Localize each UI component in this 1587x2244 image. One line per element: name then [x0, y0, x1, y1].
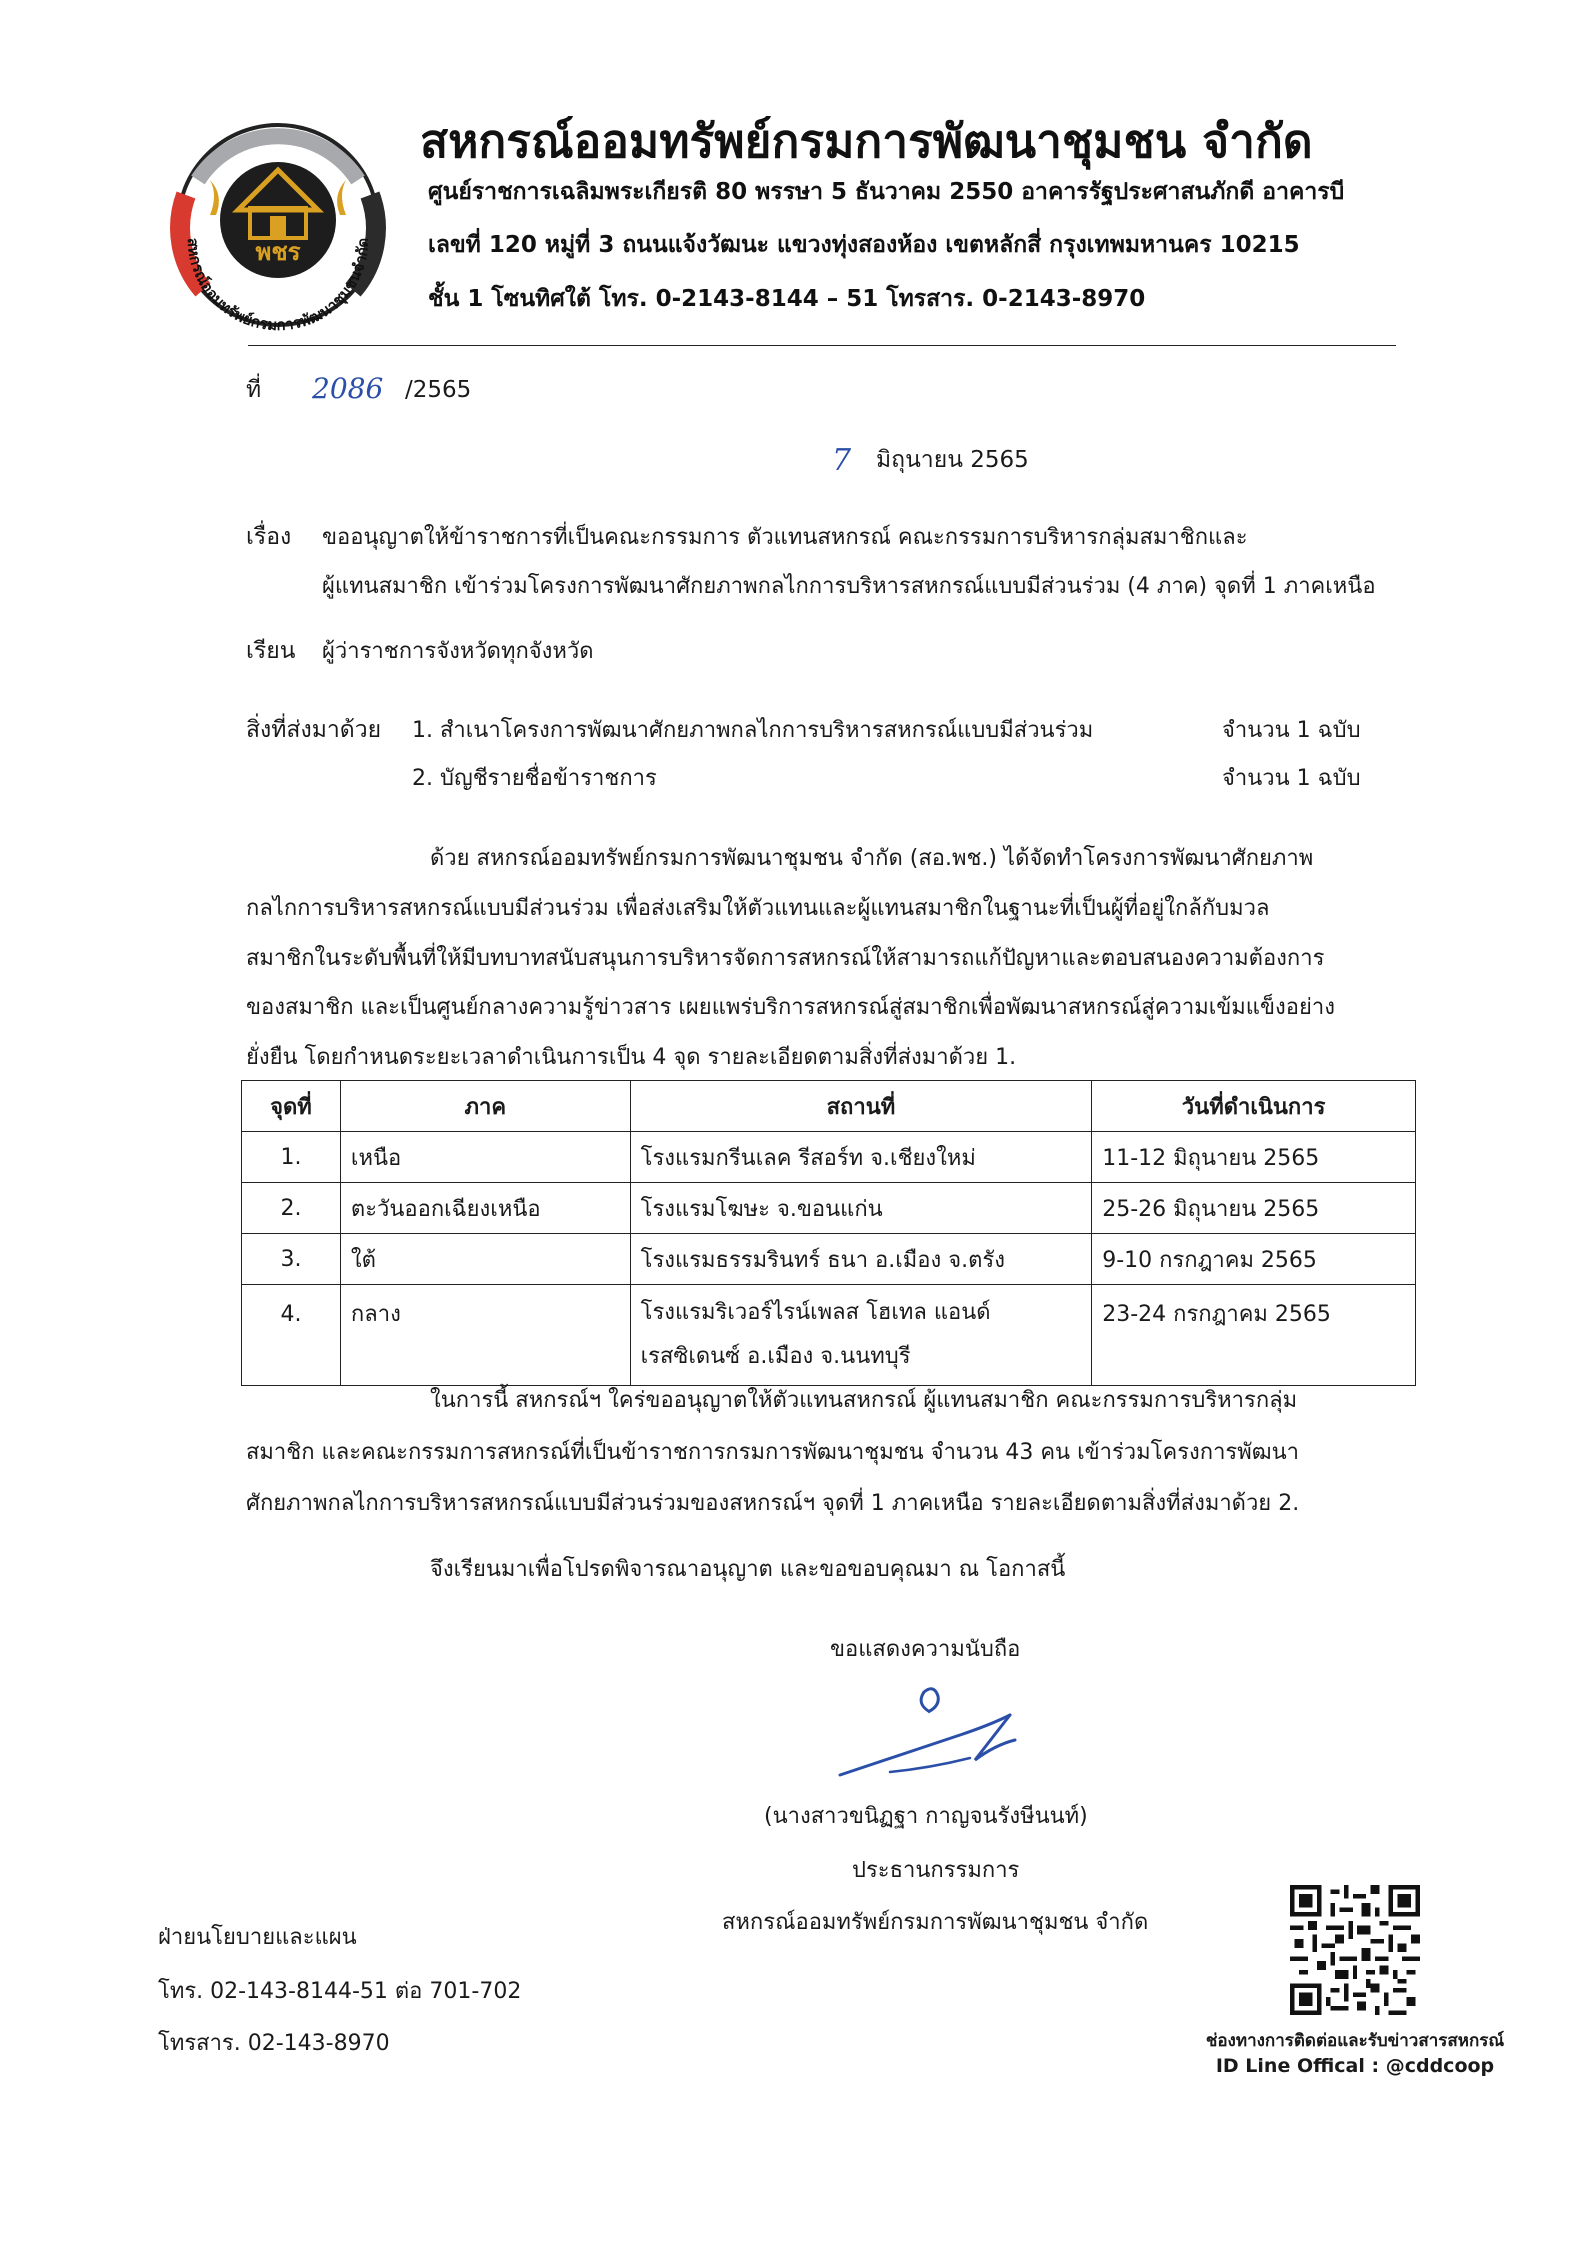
address-line-2: เลขที่ 120 หมู่ที่ 3 ถนนแจ้งวัฒนะ แขวงทุ่งสองห้อง เขตหลักสี่ กรุงเทพมหานคร 10215 [428, 232, 1300, 258]
recipient-label: เรียน [246, 638, 296, 664]
body-para1-line: ของสมาชิก และเป็นศูนย์กลางความรู้ข่าวสาร เผยแพร่บริการสหกรณ์สู่สมาชิกเพื่อพัฒนาสหกรณ์สู่ความเข้มแข็งอย่าง [246, 995, 1335, 1020]
qr-caption-2: ID Line Offical : @cddcoop [1215, 2055, 1495, 2077]
address-line-1: ศูนย์ราชการเฉลิมพระเกียรติ 80 พรรษา 5 ธันวาคม 2550 อาคารรัฐประศาสนภักดี อาคารบี [428, 179, 1345, 205]
cell-region: เหนือ [340, 1132, 630, 1183]
ref-year: /2565 [405, 377, 472, 403]
signer-title: ประธานกรรมการ [852, 1858, 1020, 1883]
body-para2-line: ในการนี้ สหกรณ์ฯ ใคร่ขออนุญาตให้ตัวแทนสหกรณ์ ผู้แทนสมาชิก คณะกรรมการบริหารกลุ่ม [430, 1388, 1298, 1413]
cell-no: 1. [242, 1132, 341, 1183]
table-row [242, 1132, 1416, 1183]
body-para1-line: สมาชิกในระดับพื้นที่ให้มีบทบาทสนับสนุนการบริหารจัดการสหกรณ์ให้สามารถแก้ปัญหาและตอบสนองความต้องการ [246, 946, 1325, 971]
cell-venue: โรงแรมโฆษะ จ.ขอนแก่น [630, 1183, 1092, 1234]
cell-venue-line: โรงแรมริเวอร์ไรน์เพลส โฮเทล แอนด์ [640, 1300, 991, 1325]
cell-region: กลาง [340, 1285, 630, 1386]
enclosure-item-1: 1. สำเนาโครงการพัฒนาศักยภาพกลไกการบริหารสหกรณ์แบบมีส่วนร่วม [412, 718, 1094, 743]
enclosures-label: สิ่งที่ส่งมาด้วย [246, 717, 382, 743]
cell-date: 9-10 กรกฎาคม 2565 [1092, 1234, 1416, 1285]
col-header-region: ภาค [340, 1081, 630, 1132]
qr-caption-1: ช่องทางการติดต่อและรับข่าวสารสหกรณ์ [1205, 2031, 1505, 2051]
cell-no: 4. [242, 1285, 341, 1386]
date-month-year: มิถุนายน 2565 [876, 447, 1029, 473]
enclosure-qty-2: จำนวน 1 ฉบับ [1222, 766, 1361, 791]
col-header-date: วันที่ดำเนินการ [1092, 1081, 1416, 1132]
cell-no: 2. [242, 1183, 341, 1234]
body-para2-line: สมาชิก และคณะกรรมการสหกรณ์ที่เป็นข้าราชการกรมการพัฒนาชุมชน จำนวน 43 คน เข้าร่วมโครงการพัฒนา [246, 1440, 1300, 1465]
cell-date: 23-24 กรกฎาคม 2565 [1092, 1285, 1416, 1386]
schedule-table [241, 1080, 1416, 1386]
subject-line-2: ผู้แทนสมาชิก เข้าร่วมโครงการพัฒนาศักยภาพกลไกการบริหารสหกรณ์แบบมีส่วนร่วม (4 ภาค) จุดที่ 1 ภาคเหนือ [322, 574, 1376, 599]
body-para3: จึงเรียนมาเพื่อโปรดพิจารณาอนุญาต และขอขอบคุณมา ณ โอกาสนี้ [430, 1557, 1066, 1582]
cell-venue [630, 1285, 1092, 1386]
cell-no: 3. [242, 1234, 341, 1285]
cell-venue: โรงแรมธรรมรินทร์ ธนา อ.เมือง จ.ตรัง [630, 1234, 1092, 1285]
signer-name: (นางสาวขนิฏฐา กาญจนรังษีนนท์) [764, 1804, 1088, 1829]
closing-salutation: ขอแสดงความนับถือ [830, 1637, 1021, 1662]
body-para2-line: ศักยภาพกลไกการบริหารสหกรณ์แบบมีส่วนร่วมของสหกรณ์ฯ จุดที่ 1 ภาคเหนือ รายละเอียดตามสิ่งที่ส่งมาด้วย 2. [246, 1491, 1300, 1516]
body-para1-line: กลไกการบริหารสหกรณ์แบบมีส่วนร่วม เพื่อส่งเสริมให้ตัวแทนและผู้แทนสมาชิกในฐานะที่เป็นผู้ที่อยู่ใกล้กับมวล [246, 896, 1270, 921]
table-row [242, 1234, 1416, 1285]
col-header-no: จุดที่ [242, 1081, 341, 1132]
cell-venue-line: เรสซิเดนซ์ อ.เมือง จ.นนทบุรี [640, 1344, 911, 1369]
subject-label: เรื่อง [246, 524, 292, 550]
body-para1-line: ยั่งยืน โดยกำหนดระยะเวลาดำเนินการเป็น 4 จุด รายละเอียดตามสิ่งที่ส่งมาด้วย 1. [246, 1045, 1017, 1070]
cell-venue: โรงแรมกรีนเลค รีสอร์ท จ.เชียงใหม่ [630, 1132, 1092, 1183]
body-para1-line: ด้วย สหกรณ์ออมทรัพย์กรมการพัฒนาชุมชน จำกัด (สอ.พช.) ได้จัดทำโครงการพัฒนาศักยภาพ [430, 846, 1314, 871]
enclosure-qty-1: จำนวน 1 ฉบับ [1222, 718, 1361, 743]
col-header-venue: สถานที่ [630, 1081, 1092, 1132]
recipient-value: ผู้ว่าราชการจังหวัดทุกจังหวัด [322, 639, 594, 664]
organization-logo [158, 120, 398, 335]
cell-date: 11-12 มิถุนายน 2565 [1092, 1132, 1416, 1183]
signature-image [830, 1680, 1050, 1790]
footer-phone: โทร. 02-143-8144-51 ต่อ 701-702 [158, 1979, 522, 2004]
table-header-row [242, 1081, 1416, 1132]
cell-region: ใต้ [340, 1234, 630, 1285]
table-row [242, 1285, 1416, 1386]
enclosure-item-2: 2. บัญชีรายชื่อข้าราชการ [412, 766, 657, 791]
ref-number-handwritten: 2086 [312, 372, 384, 405]
logo-ring-text: สหกรณ์ออมทรัพย์กรมการพัฒนาชุมชนจำกัด [183, 237, 373, 335]
signer-org: สหกรณ์ออมทรัพย์กรมการพัฒนาชุมชน จำกัด [722, 1910, 1149, 1935]
cell-region: ตะวันออกเฉียงเหนือ [340, 1183, 630, 1234]
letterhead-divider [248, 345, 1396, 346]
footer-fax: โทรสาร. 02-143-8970 [158, 2031, 390, 2056]
ref-label: ที่ [246, 377, 262, 403]
table-row [242, 1183, 1416, 1234]
subject-line-1: ขออนุญาตให้ข้าราชการที่เป็นคณะกรรมการ ตัวแทนสหกรณ์ คณะกรรมการบริหารกลุ่มสมาชิกและ [322, 525, 1248, 550]
qr-code-image [1290, 1885, 1420, 2015]
org-title: สหกรณ์ออมทรัพย์กรมการพัฒนาชุมชน จำกัด [420, 114, 1313, 168]
logo-mark-text: พชร [255, 238, 301, 266]
date-day-handwritten: 7 [832, 443, 852, 478]
address-line-3: ชั้น 1 โซนทิศใต้ โทร. 0-2143-8144 – 51 โทรสาร. 0-2143-8970 [428, 286, 1146, 312]
footer-dept: ฝ่ายนโยบายและแผน [158, 1925, 357, 1950]
cell-date: 25-26 มิถุนายน 2565 [1092, 1183, 1416, 1234]
